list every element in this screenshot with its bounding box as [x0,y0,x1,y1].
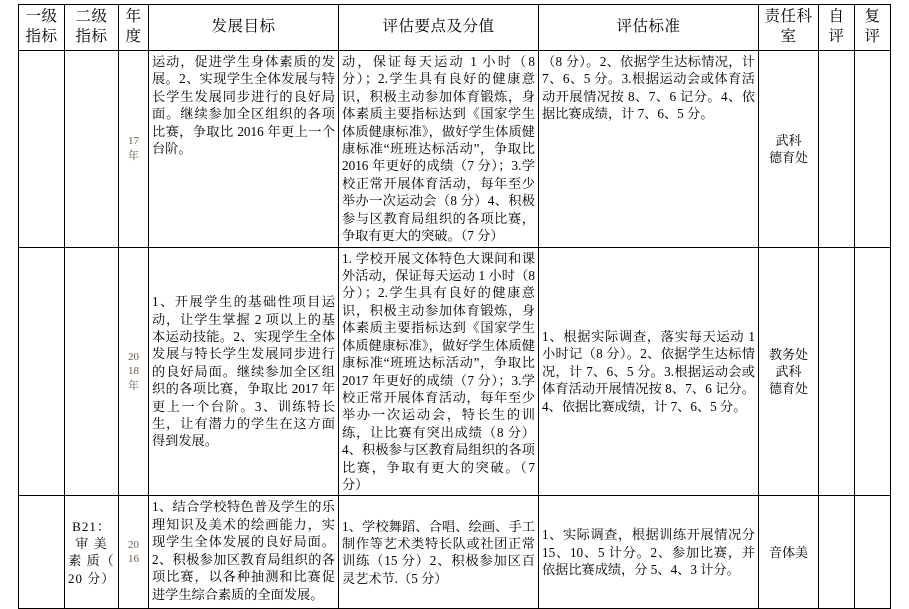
cell-points: 动，保证每天运动 1 小时（8 分）；2.学生具有良好的健康意识，积极主动参加体育锻炼，身体素质主要指标达到《国家学生体质健康标准》，做好学生体质健康标准“班班达标活动”，争取比 2016 年更好的成绩（7 分）；3.学校正常开展体育活动，每年至少举办一次运动会（8 分）4、积极参与区教育局组织的各项比赛，争取有更大的突破。（7 分） [339,50,539,247]
header-level2 [65,5,119,51]
cell-level1 [19,247,65,496]
cell-points: 1. 学校开展文体特色大课间和课外活动，保证每天运动 1 小时（8 分）；2.学生具有良好的健康意识，积极主动参加体育锻炼，身体素质主要指标达到《国家学生体质健康标准》，做好学生体质健康标准“班班达标活动”，争取比 2017 年更好的成绩（7 分）；3.学校正常开展体育活动，每年至少举办一次运动会，特长生的训练，让比赛有突出成绩（8 分）4、积极参与区教育局组织的各项比赛，争取有更大的突破。（7 分） [339,247,539,496]
header-goal: 发展目标 [149,5,339,51]
header-self-line2: 评 [828,28,845,46]
cell-level1 [19,50,65,247]
cell-goal: 1、结合学校特色普及学生的乐理知识及美术的绘画能力，实现学生全体发展的良好局面。2、积极参加区教育局组织的各项比赛，以各种抽测和比赛促进学生综合素质的全面发展。 [149,496,339,609]
cell-review[interactable] [855,50,891,247]
cell-goal: 1、开展学生的基础性项目运动，让学生掌握 2 项以上的基本运动技能。2、实现学生全体发展与特长学生发展同步进行的良好局面。继续参加全区组织的各项比赛，争取比 2017 年更上一个台阶。3、训练特长生，让有潜力的学生在这方面得到发展。 [149,247,339,496]
header-level2-line2: 指标 [75,28,108,46]
cell-dept [759,247,819,496]
cell-criteria: 1、实际调查，根据训练开展情况分 15、10、5 计分。2、参加比赛，并依据比赛成绩，分 5、4、3 计分。 [539,496,759,609]
cell-dept-line1: 武科 [775,132,802,148]
cell-year-line2: 18 [128,365,139,378]
cell-dept-line2: 德育处 [768,149,808,165]
cell-level2: B21：审 美 素 质（ 20 分） [65,496,119,609]
cell-dept-line1: 教务处 [768,346,808,362]
header-review [855,5,891,51]
header-review-line1: 复 [864,8,881,25]
header-criteria: 评估标准 [539,5,759,51]
cell-criteria: （8 分）。2、依据学生达标情况，计 7、6、5 分。3.根据运动会或体育活动开展情况按 8、7、6 记分。4、依据比赛成绩，计 7、6、5 分。 [539,50,759,247]
header-year-line2: 度 [125,28,142,46]
cell-points: 1、学校舞蹈、合唱、绘画、手工制作等艺术类特长队或社团正常训练（15 分）2、积极参加区百灵艺术节.（5 分） [339,496,539,609]
cell-dept-line2: 武科 [775,363,802,379]
table-body [19,50,891,609]
header-row [19,5,891,51]
header-year [119,5,149,51]
cell-year [119,50,149,247]
header-level2-line1: 二级 [75,8,108,25]
cell-year-line2: 16 [128,553,139,566]
cell-year-line1: 20 [128,350,139,363]
cell-goal: 运动，促进学生身体素质的发展。2、实现学生全体发展与特长学生发展同步进行的良好局面。继续参加全区组织的各项比赛，争取比 2016 年更上一个台阶。 [149,50,339,247]
header-year-line1: 年 [125,8,142,25]
header-level1-line1: 一级 [25,8,58,25]
cell-review[interactable] [855,247,891,496]
cell-self-assessment[interactable] [819,50,855,247]
table-row [19,247,891,496]
header-level1-line2: 指标 [25,28,58,46]
header-self-line1: 自 [828,8,845,25]
header-self-assessment [819,5,855,51]
cell-self-assessment[interactable] [819,247,855,496]
evaluation-table [18,4,891,609]
cell-dept-line3: 德育处 [768,381,808,397]
cell-level2 [65,247,119,496]
header-points: 评估要点及分值 [339,5,539,51]
cell-year-line3: 年 [128,379,139,392]
cell-dept [759,50,819,247]
header-review-line2: 评 [864,28,881,46]
cell-level2 [65,50,119,247]
cell-year-line2: 年 [128,149,139,162]
table-header [19,5,891,51]
cell-year [119,247,149,496]
cell-criteria: 1、根据实际调查，落实每天运动 1 小时记（8 分）。2、依据学生达标情况，计 7、6、5 分。3.根据运动会或体育活动开展情况按 8、7、6 记分。4、依据比赛成绩，计 7、6、5 分。 [539,247,759,496]
cell-dept-line1: 音体美 [768,544,808,560]
header-dept: 责任科室 [759,5,819,51]
table-row [19,50,891,247]
cell-year-line1: 20 [128,538,139,551]
header-level1 [19,5,65,51]
cell-year-line1: 17 [128,135,139,148]
